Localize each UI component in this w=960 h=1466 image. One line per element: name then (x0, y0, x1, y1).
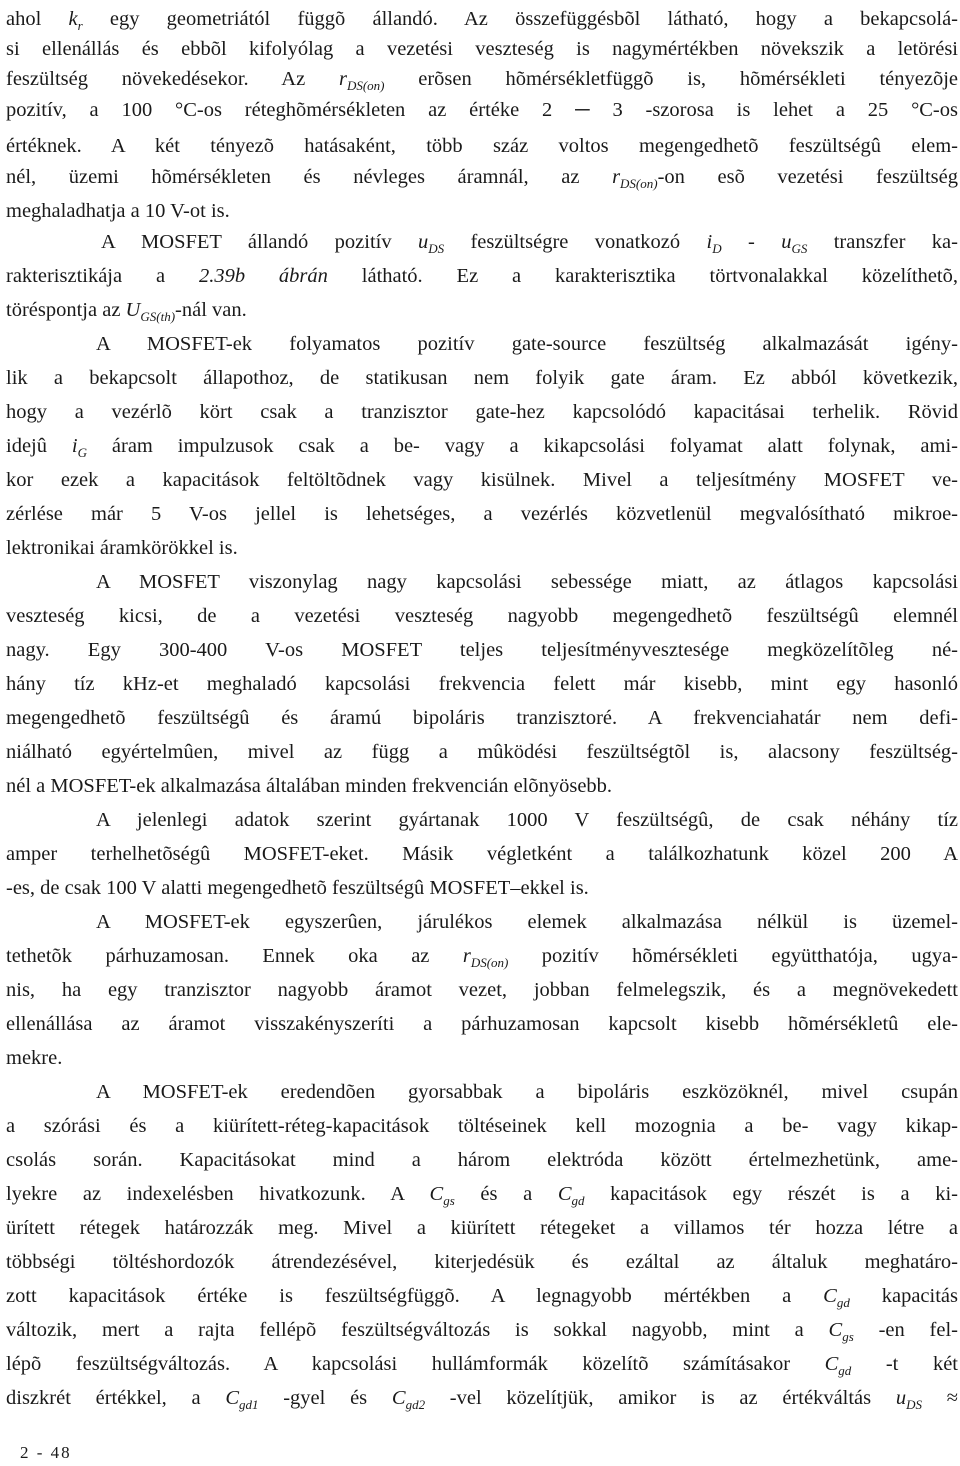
text-line (6, 4, 958, 34)
text-line (96, 805, 958, 835)
text-line (6, 873, 958, 903)
subscript: GS(th) (140, 309, 176, 324)
math-variable: i (706, 231, 713, 253)
text-line (6, 499, 958, 529)
text-line (6, 975, 958, 1005)
text-run: ürített rétegek határozzák meg. Mivel a kiürített rétegeket a villamos tér hozza létre a (6, 1217, 958, 1239)
text-line (6, 465, 958, 495)
text-run: ellenállása az áramot visszakényszeríti a párhuzamosan kapcsolt kisebb hõmérsékletû ele- (6, 1013, 958, 1035)
text-run: rakterisztikája a (6, 265, 199, 287)
subscript: DS(on) (346, 78, 385, 93)
text-run: kapacitások egy részét is a ki- (584, 1183, 958, 1205)
text-line (6, 1383, 958, 1413)
text-run: nél, üzemi hõmérsékleten és névleges áramnál, az (6, 166, 613, 188)
text-run: diszkrét értékkel, a (6, 1387, 226, 1409)
math-variable: C (823, 1285, 837, 1307)
text-line (6, 601, 958, 631)
subscript: DS(on) (470, 955, 509, 970)
math-variable: C (225, 1387, 239, 1409)
text-line (6, 131, 958, 161)
text-run: lik a bekapcsolt állapothoz, de statikusan nem folyik gate áram. Ez abból következik, (6, 367, 958, 389)
text-run: látható. Ez a karakterisztika törtvonalakkal közelíthetõ, (327, 265, 958, 287)
text-run: transzfer ka- (807, 231, 958, 253)
text-run: ≈ (922, 1387, 958, 1409)
text-run: -vel közelítjük, amikor is az értékváltás (425, 1387, 896, 1409)
subscript: gd (571, 1193, 585, 1208)
text-run: töréspontja az (6, 299, 126, 321)
math-variable: C (391, 1387, 406, 1409)
text-run: lyekre az indexelésben hivatkozunk. A (6, 1183, 430, 1205)
subscript: G (77, 445, 87, 460)
text-line (6, 737, 958, 767)
subscript: gd (836, 1295, 850, 1310)
text-line (6, 363, 958, 393)
text-line (6, 941, 958, 971)
text-run: nis, ha egy tranzisztor nagyobb áramot vezet, jobban felmelegszik, és a megnövekedett (6, 979, 958, 1001)
text-run: niálható egyértelmûen, mivel az függ a mûködési feszültségtõl is, alacsony feszültség- (6, 741, 958, 763)
text-line (6, 34, 958, 64)
math-variable: r (612, 166, 621, 188)
text-run: -on esõ vezetési feszültség (657, 166, 958, 188)
subscript: GS (791, 241, 808, 256)
text-line (6, 1315, 958, 1345)
math-variable: u (417, 231, 429, 253)
text-line (6, 1213, 958, 1243)
text-run: pozitív, a 100 °C-os réteghõmérsékleten az értéke 2 ─ 3 -szorosa is lehet a 25 °C-os (6, 99, 958, 121)
text-line (6, 635, 958, 665)
text-run: kapacitás (849, 1285, 959, 1307)
math-variable: r (462, 945, 471, 967)
subscript: gd1 (239, 1397, 259, 1412)
page-number: 2 - 48 (20, 1443, 72, 1462)
text-run: hogy a vezérlõ kört csak a tranzisztor gate-hez kapcsolódó kapacitásai terhelik. Rövid (6, 401, 958, 423)
text-line (96, 907, 958, 937)
math-variable: 2.39b ábrán (198, 265, 328, 287)
text-run: többségi töltéshordozók átrendezésével, kiterjedésük és ezáltal az általuk meghatáro- (6, 1251, 958, 1273)
text-line (6, 162, 958, 192)
math-variable: C (824, 1353, 839, 1375)
text-line (6, 1179, 958, 1209)
text-run: megengedhetõ feszültségû és áramú bipoláris tranzisztoré. A frekvenciahatár nem defi- (6, 707, 958, 729)
text-run: A jelenlegi adatok szerint gyártanak 1000 V feszültségû, de csak néhány tíz (96, 809, 958, 831)
math-variable: r (338, 68, 347, 90)
math-variable: C (429, 1183, 444, 1205)
text-run: zott kapacitások értéke is feszültségfüggõ. A legnagyobb mértékben a (6, 1285, 824, 1307)
text-run: A MOSFET viszonylag nagy kapcsolási sebessége miatt, az átlagos kapcsolási (96, 571, 958, 593)
text-line (6, 1043, 958, 1073)
text-line (6, 295, 958, 325)
text-run: áram impulzusok csak a be- vagy a kikapcsolási folyamat alatt folynak, ami- (87, 435, 958, 457)
text-line (6, 95, 958, 125)
text-run: -en fel- (853, 1319, 958, 1341)
text-run: értéknek. A két tényezõ hatásaként, több száz voltos megengedhetõ feszültségû elem- (6, 135, 958, 157)
text-line (6, 669, 958, 699)
text-line (6, 703, 958, 733)
text-run: erõsen hõmérsékletfüggõ is, hõmérsékleti tényezõje (384, 68, 958, 90)
text-run: veszteség kicsi, de a vezetési veszteség nagyobb megengedhetõ feszültségû elemnél (6, 605, 958, 627)
text-run: tethetõk párhuzamosan. Ennek oka az (6, 945, 463, 967)
text-line (96, 329, 958, 359)
text-run: -nál van. (175, 299, 247, 321)
text-line (6, 771, 958, 801)
text-line (6, 431, 958, 461)
text-run: mekre. (6, 1047, 63, 1069)
math-variable: u (895, 1387, 907, 1409)
text-run: egy geometriától függõ állandó. Az összefüggésbõl látható, hogy a bekapcsolá- (82, 8, 959, 30)
text-run: ahol (6, 8, 69, 30)
text-line (6, 839, 958, 869)
subscript: gd (838, 1363, 852, 1378)
text-line (6, 1009, 958, 1039)
text-run: feszültségre vonatkozó (444, 231, 707, 253)
math-variable: i (71, 435, 78, 457)
subscript: DS(on) (620, 176, 658, 191)
text-run: zérlése már 5 V-os jellel is lehetséges, a vezérlés közvetlenül megvalósítható mikroe- (6, 503, 958, 525)
math-variable: C (828, 1319, 843, 1341)
text-run: hány tíz kHz-et meghaladó kapcsolási frekvencia felett már kisebb, mint egy hasonló (6, 673, 958, 695)
text-line (6, 1281, 958, 1311)
text-run: -es, de csak 100 V alatti megengedhetõ feszültségû MOSFET–ekkel is. (6, 877, 589, 899)
text-run: -gyel és (258, 1387, 392, 1409)
text-line (6, 533, 958, 563)
text-line (6, 1349, 958, 1379)
text-run: meghaladhatja a 10 V-ot is. (6, 200, 230, 222)
text-run: nagy. Egy 300-400 V-os MOSFET teljes teljesítményvesztesége megközelítõleg né- (6, 639, 958, 661)
math-variable: k (68, 8, 78, 30)
text-line (6, 1247, 958, 1277)
text-line (6, 1145, 958, 1175)
math-variable: u (781, 231, 792, 253)
text-line (101, 227, 958, 257)
math-variable: U (125, 299, 141, 321)
text-run: lektronikai áramkörökkel is. (6, 537, 238, 559)
subscript: gs (842, 1329, 854, 1344)
text-run: amper terhelhetõségû MOSFET-eket. Másik végletként a találkozhatunk közel 200 A (6, 843, 958, 865)
math-variable: C (557, 1183, 572, 1205)
text-run: csolás során. Kapacitásokat mind a három elektróda között értelmezhetünk, ame- (6, 1149, 958, 1171)
subscript: DS (906, 1397, 923, 1412)
text-line (96, 1077, 958, 1107)
text-run: kor ezek a kapacitások feltöltõdnek vagy kisülnek. Mivel a teljesítmény MOSFET ve- (6, 469, 958, 491)
text-run: és a (454, 1183, 558, 1205)
text-run: A MOSFET állandó pozitív (101, 231, 418, 253)
text-run: - (721, 231, 782, 253)
subscript: D (712, 241, 722, 256)
text-line (96, 567, 958, 597)
subscript: gd2 (405, 1397, 426, 1412)
text-run: idejû (6, 435, 72, 457)
text-run: A MOSFET-ek egyszerûen, járulékos elemek alkalmazása nélkül is üzemel- (96, 911, 958, 933)
text-run: si ellenállás és ebbõl kifolyólag a vezetési veszteség is nagymértékben növekszik a letörési (6, 38, 958, 60)
text-run: a szórási és a kiürített-réteg-kapacitások töltéseinek kell mozognia a be- vagy kikap- (6, 1115, 958, 1137)
text-line (6, 1111, 958, 1141)
text-line (6, 64, 958, 94)
text-run: A MOSFET-ek folyamatos pozitív gate-source feszültség alkalmazását igény- (96, 333, 958, 355)
text-run: nél a MOSFET-ek alkalmazása általában minden frekvencián elõnyösebb. (6, 775, 613, 797)
subscript: gs (443, 1193, 455, 1208)
text-line (6, 196, 958, 226)
text-run: feszültség növekedésekor. Az (6, 68, 339, 90)
text-line (6, 397, 958, 427)
text-run: változik, mert a rajta fellépõ feszültségváltozás is sokkal nagyobb, mint a (6, 1319, 829, 1341)
text-run: pozitív hõmérsékleti együtthatója, ugya- (508, 945, 958, 967)
text-run: -t két (851, 1353, 958, 1375)
text-run: A MOSFET-ek eredendõen gyorsabbak a bipoláris eszközöknél, mivel csupán (96, 1081, 958, 1103)
subscript: DS (428, 241, 445, 256)
text-line (6, 261, 958, 291)
subscript: r (77, 18, 83, 33)
text-run: lépõ feszültségváltozás. A kapcsolási hullámformák közelítõ számításakor (6, 1353, 825, 1375)
